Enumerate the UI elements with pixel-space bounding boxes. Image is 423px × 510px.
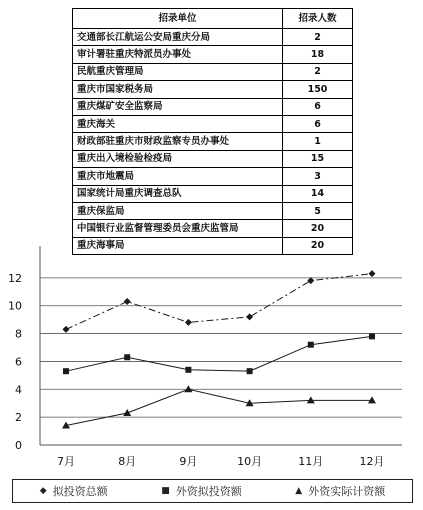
unit-cell: 重庆保监局 — [73, 202, 283, 219]
data-point-square — [369, 333, 375, 339]
unit-cell: 审计署驻重庆特派员办事处 — [73, 46, 283, 63]
count-cell: 6 — [283, 98, 353, 115]
count-cell: 15 — [283, 150, 353, 167]
y-tick-label: 6 — [15, 355, 22, 369]
x-tick-label: 8月 — [118, 455, 137, 468]
unit-cell: 民航重庆管理局 — [73, 63, 283, 80]
data-point-square — [63, 368, 69, 374]
y-tick-label: 4 — [15, 383, 22, 397]
x-tick-label: 12月 — [359, 455, 385, 468]
unit-cell: 重庆煤矿安全监察局 — [73, 98, 283, 115]
count-cell: 6 — [283, 115, 353, 132]
series-line — [66, 274, 372, 330]
data-point-triangle — [123, 409, 131, 416]
y-tick-label: 12 — [8, 271, 22, 285]
triangle-marker-icon: ▲ — [295, 485, 303, 496]
count-cell: 14 — [283, 185, 353, 202]
y-tick-label: 0 — [15, 439, 22, 452]
square-marker-icon: ■ — [161, 485, 170, 496]
data-point-diamond — [246, 313, 253, 320]
chart-legend — [12, 479, 413, 503]
data-point-diamond — [63, 326, 70, 333]
count-cell: 150 — [283, 81, 353, 98]
legend-item — [295, 483, 385, 499]
count-cell: 5 — [283, 202, 353, 219]
series-line — [66, 336, 372, 371]
data-point-diamond — [369, 270, 376, 277]
legend-item — [40, 483, 108, 499]
count-cell: 1 — [283, 133, 353, 150]
x-tick-label: 9月 — [179, 455, 198, 468]
unit-cell: 重庆出入境检验检疫局 — [73, 150, 283, 167]
unit-cell: 国家统计局重庆调查总队 — [73, 185, 283, 202]
unit-cell: 中国银行业监督管理委员会重庆监管局 — [73, 220, 283, 237]
data-point-triangle — [184, 385, 192, 392]
x-tick-label: 11月 — [298, 455, 324, 468]
unit-cell: 财政部驻重庆市财政监察专员办事处 — [73, 133, 283, 150]
count-cell: 2 — [283, 29, 353, 46]
legend-item — [161, 483, 242, 499]
legend-label: 拟投资总额 — [52, 485, 108, 498]
series-line — [66, 389, 372, 425]
y-tick-label: 2 — [15, 411, 22, 425]
y-tick-label: 8 — [15, 327, 22, 341]
data-point-square — [185, 367, 191, 373]
legend-label: 外资实际计资额 — [308, 485, 386, 498]
data-point-diamond — [124, 298, 131, 305]
data-point-square — [247, 368, 253, 374]
unit-cell: 重庆海关 — [73, 115, 283, 132]
data-point-square — [308, 342, 314, 348]
count-cell: 18 — [283, 46, 353, 63]
x-tick-label: 7月 — [57, 455, 75, 468]
count-cell: 3 — [283, 168, 353, 185]
count-cell: 2 — [283, 63, 353, 80]
unit-cell: 重庆市地震局 — [73, 168, 283, 185]
unit-cell: 重庆市国家税务局 — [73, 81, 283, 98]
unit-cell: 交通部长江航运公安局重庆分局 — [73, 29, 283, 46]
header-unit: 招录单位 — [73, 9, 283, 29]
legend-label: 外资拟投资额 — [175, 485, 242, 498]
y-tick-label: 10 — [8, 299, 22, 313]
header-count: 招录人数 — [283, 9, 353, 29]
diamond-marker-icon: ◆ — [39, 485, 47, 496]
data-point-diamond — [185, 319, 192, 326]
count-cell: 20 — [283, 220, 353, 237]
data-point-square — [124, 354, 130, 360]
unit-cell: 重庆海事局 — [73, 237, 283, 254]
x-tick-label: 10月 — [237, 455, 263, 468]
count-cell: 20 — [283, 237, 353, 254]
